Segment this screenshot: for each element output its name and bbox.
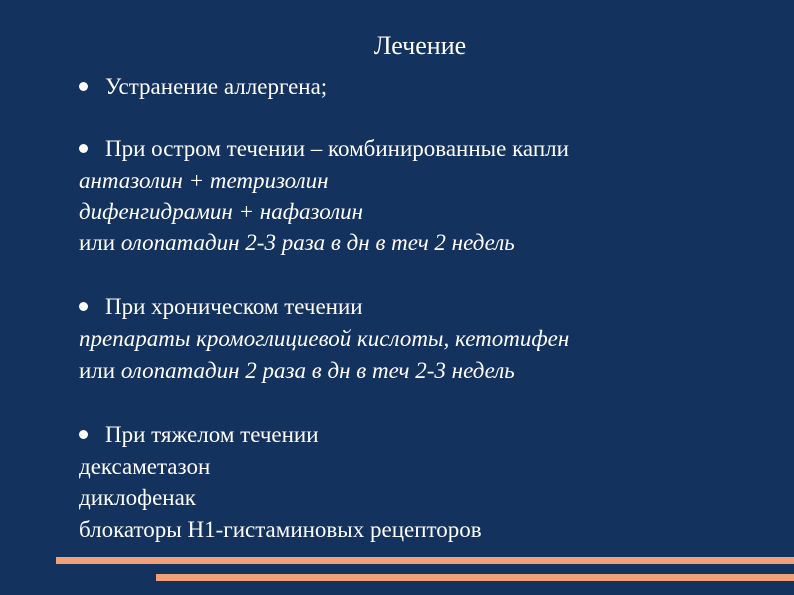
bullet-item-allergen [79,72,327,102]
bullet-text: При остром течении – комбинированные капли [105,136,569,161]
bullet-item-acute [79,134,569,164]
severe-drug-line: блокаторы Н1-гистаминовых рецепторов [79,517,482,542]
acute-drug-line: антазолин + тетризолин [79,168,329,193]
bullet-dot-icon [79,430,88,439]
bullet-dot-icon [79,82,88,91]
decorative-stripe-top [56,557,794,564]
chronic-drug-line: препараты кромоглициевой кислоты, кетотифен [79,326,570,351]
severe-drug-line: диклофенак [79,485,196,510]
bullet-dot-icon [79,144,88,153]
dosage-text: олопатадин 2-3 раза в дн в теч 2 недель [120,230,515,255]
acute-dosage-line [79,228,515,258]
chronic-dosage-line [79,356,515,386]
bullet-text: Устранение аллергена; [105,74,328,99]
slide-title: Лечение [373,31,467,60]
bullet-text: При тяжелом течении [105,422,319,447]
bullet-text: При хроническом течении [105,294,363,319]
bullet-item-chronic [79,292,363,322]
acute-drug-line: дифенгидрамин + нафазолин [79,199,364,224]
bullet-dot-icon [79,302,88,311]
bullet-item-severe [79,420,319,450]
decorative-stripe-bottom [156,574,794,581]
severe-drug-line: дексаметазон [79,454,211,479]
dosage-prefix: или [79,230,121,255]
dosage-prefix: или [79,358,121,383]
dosage-text: олопатадин 2 раза в дн в теч 2-3 недель [120,358,515,383]
